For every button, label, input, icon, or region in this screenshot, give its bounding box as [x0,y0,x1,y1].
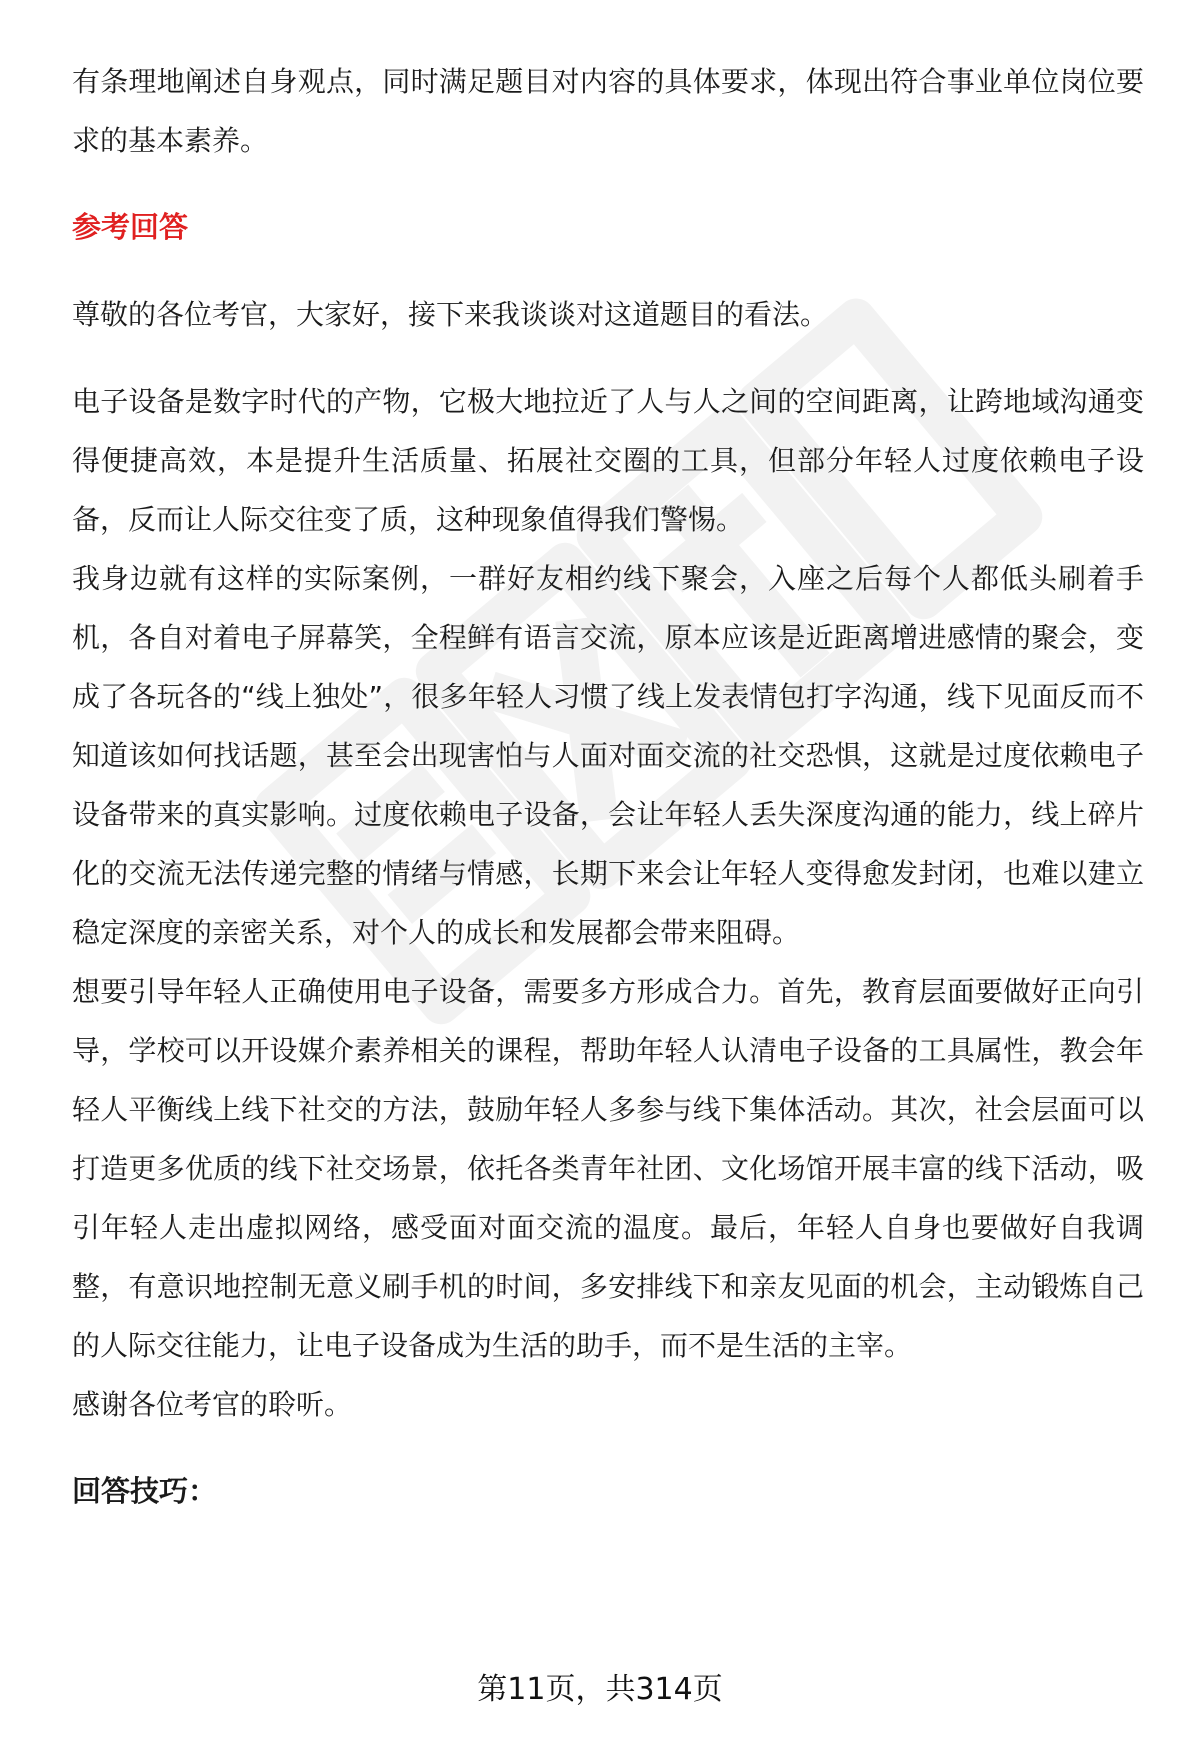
reference-answer-heading: 参考回答 [72,210,189,244]
answer-paragraph-1: 电子设备是数字时代的产物，它极大地拉近了人与人之间的空间距离，让跨地域沟通变得便捷高效，本是提升生活质量、拓展社交圈的工具，但部分年轻人过度依赖电子设备，反而让人际交往变了质，这种现象值得我们警惕。 [72,385,1144,536]
closing-paragraph: 感谢各位考官的聆听。 [72,1388,353,1421]
answer-tips-heading: 回答技巧： [72,1474,218,1508]
answer-paragraph-3: 想要引导年轻人正确使用电子设备，需要多方形成合力。首先，教育层面要做好正向引导，学校可以开设媒介素养相关的课程，帮助年轻人认清电子设备的工具属性，教会年轻人平衡线上线下社交的方法，鼓励年轻人多参与线下集体活动。其次，社会层面可以打造更多优质的线下社交场景，依托各类青年社团、文化场馆开展丰富的线下活动，吸引年轻人走出虚拟网络，感受面对面交流的温度。最后，年轻人自身也要做好自我调整，有意识地控制无意义刷手机的时间，多安排线下和亲友见面的机会，主动锻炼自己的人际交往能力，让电子设备成为生活的助手，而不是生活的主宰。 [72,975,1144,1362]
page-number: 第11页，共314页 [477,1672,723,1707]
greeting-paragraph: 尊敬的各位考官，大家好，接下来我谈谈对这道题目的看法。 [72,298,829,331]
document-body [72,52,1144,1521]
intro-paragraph: 有条理地阐述自身观点，同时满足题目对内容的具体要求，体现出符合事业单位岗位要求的基本素养。 [72,65,1144,157]
answer-paragraph-2: 我身边就有这样的实际案例，一群好友相约线下聚会，入座之后每个人都低头刷着手机，各自对着电子屏幕笑，全程鲜有语言交流，原本应该是近距离增进感情的聚会，变成了各玩各的“线上独处”，很多年轻人习惯了线上发表情包打字沟通，线下见面反而不知道该如何找话题，甚至会出现害怕与人面对面交流的社交恐惧，这就是过度依赖电子设备带来的真实影响。过度依赖电子设备，会让年轻人丢失深度沟通的能力，线上碎片化的交流无法传递完整的情绪与情感，长期下来会让年轻人变得愈发封闭，也难以建立稳定深度的亲密关系，对个人的成长和发展都会带来阻碍。 [72,562,1144,949]
